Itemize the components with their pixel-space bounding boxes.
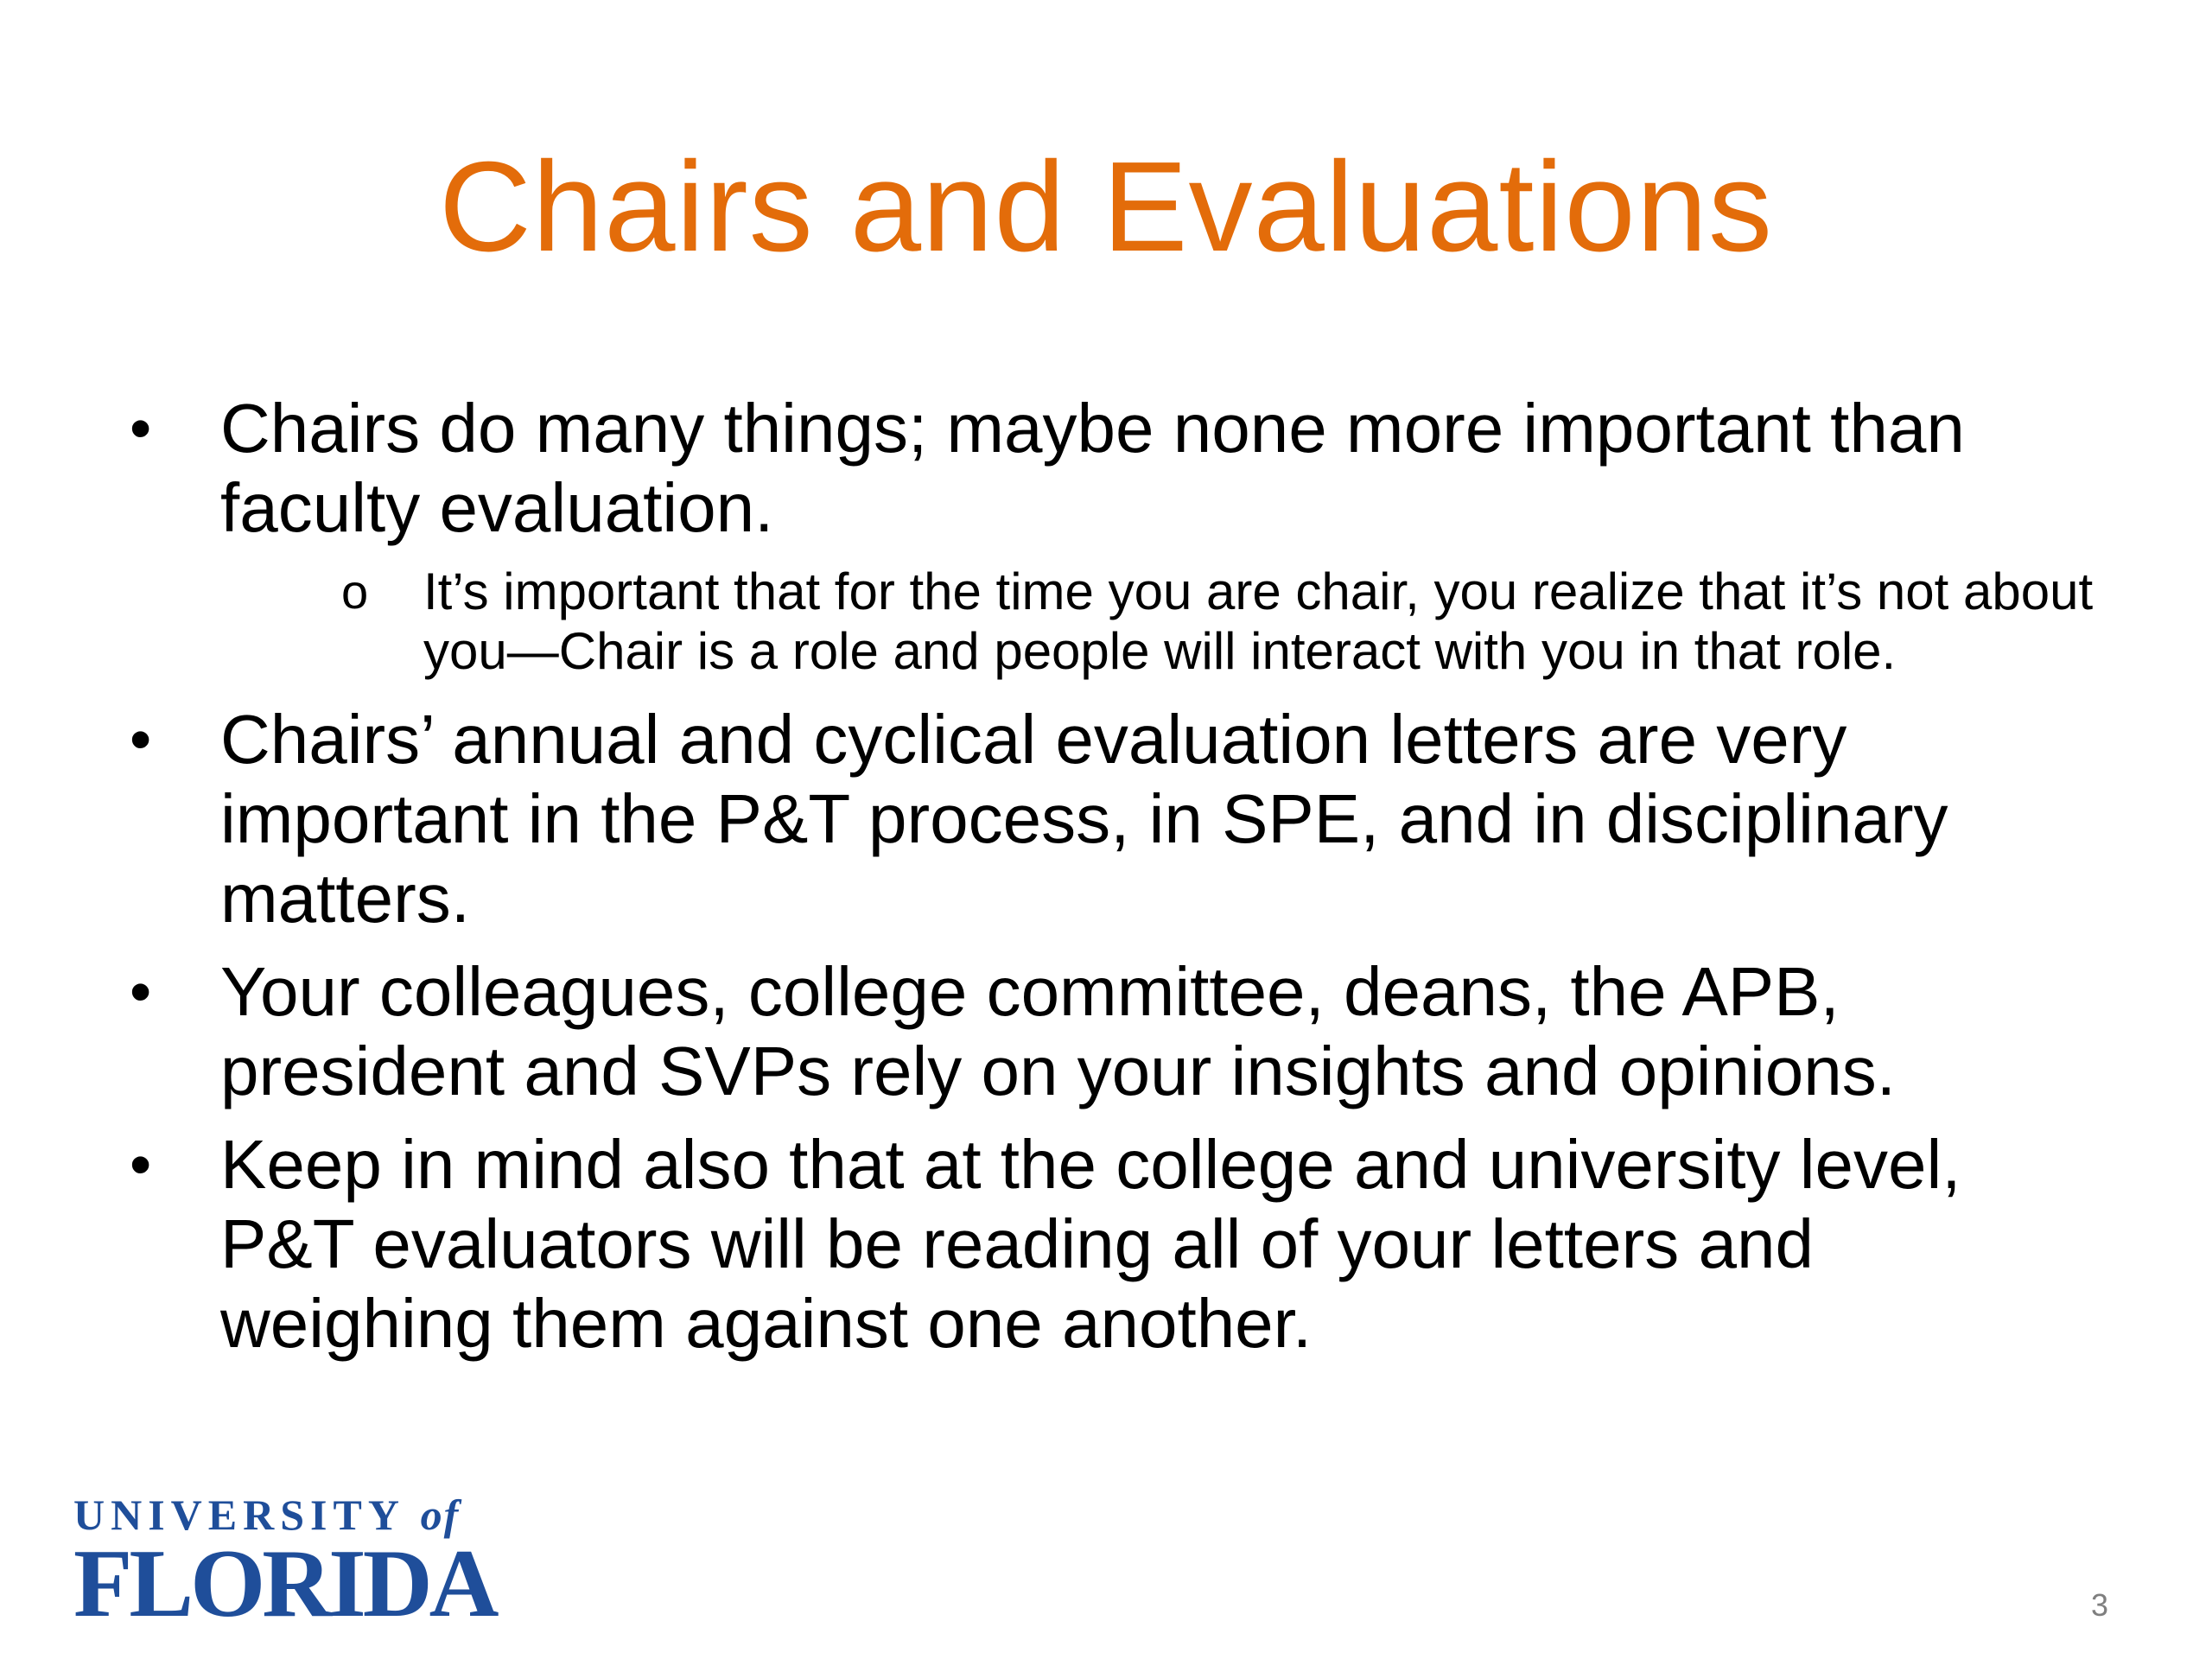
bullet-text: Chairs do many things; maybe none more important than faculty evaluation. <box>220 390 1965 546</box>
sub-bullet-text: It’s important that for the time you are chair, you realize that it’s not about you—Chair is a role and people will interact with you in that role. <box>423 563 2094 680</box>
logo-university-text: UNIVERSITY <box>73 1491 404 1539</box>
bullet-item-1 <box>130 389 2065 548</box>
sub-bullet-marker: o <box>341 564 369 619</box>
bullet-text: Keep in mind also that at the college and university level, P&T evaluators will be reading all of your letters and weighing them against one another. <box>220 1126 1961 1362</box>
bullet-text: Your colleagues, college committee, deans, the APB, president and SVPs rely on your insights and opinions. <box>220 953 1896 1109</box>
bullet-list <box>130 389 2117 1377</box>
logo-of-text: of <box>420 1491 461 1539</box>
slide-title: Chairs and Evaluations <box>439 136 1773 278</box>
bullet-marker: • <box>130 957 152 1027</box>
logo-florida-text: FLORIDA <box>73 1530 496 1637</box>
bullet-marker: • <box>130 705 152 774</box>
bullet-marker: • <box>130 394 152 463</box>
sub-bullet-item-1 <box>341 562 2156 681</box>
bullet-item-3 <box>130 952 2065 1111</box>
bullet-text: Chairs’ annual and cyclical evaluation letters are very important in the P&T process, in SPE, and in disciplinary matters. <box>220 701 1948 937</box>
bullet-marker: • <box>130 1130 152 1199</box>
bullet-item-2 <box>130 700 2065 938</box>
bullet-item-4 <box>130 1125 2065 1363</box>
university-of-florida-logo <box>73 1491 523 1637</box>
page-number: 3 <box>2090 1587 2108 1623</box>
